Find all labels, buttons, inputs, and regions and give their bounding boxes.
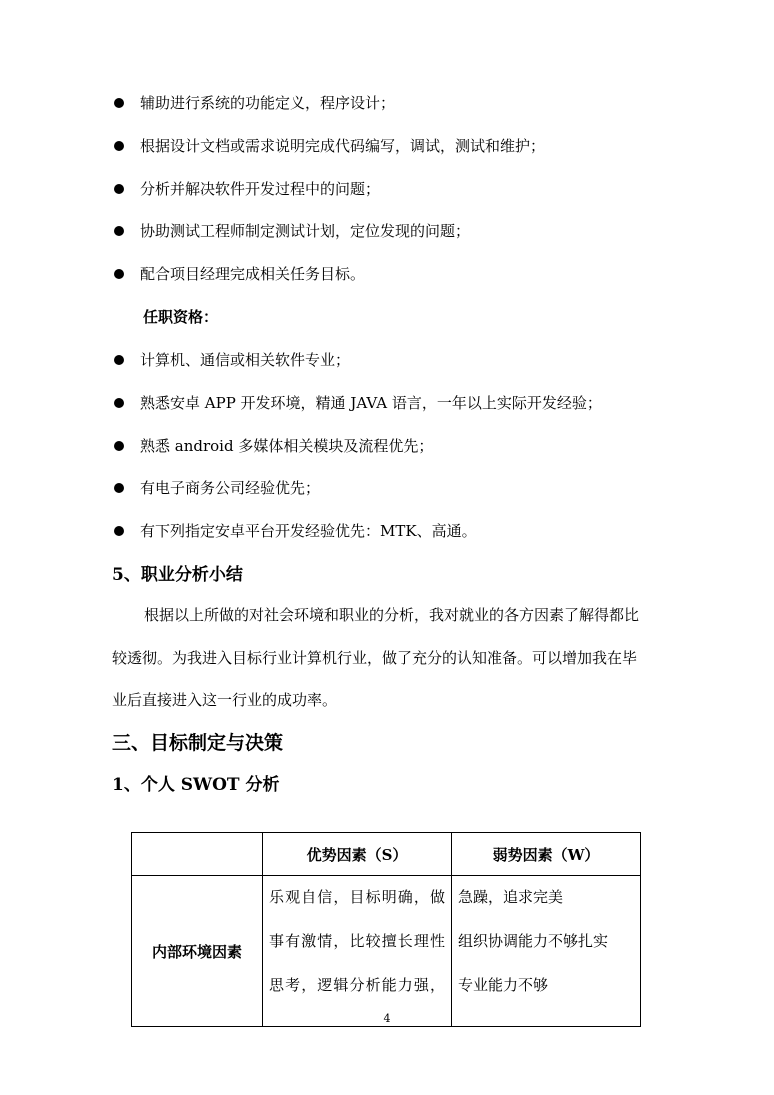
strength-header: 优势因素（S）: [263, 833, 452, 876]
cell-line: 思考，逻辑分析能力强，: [269, 976, 445, 994]
cell-line: 乐观自信，目标明确，做: [269, 888, 445, 906]
internal-factors-label: 内部环境因素: [132, 876, 263, 1027]
bullet-icon: [114, 98, 124, 108]
table-row: [132, 876, 641, 1027]
bullet-icon: [114, 269, 124, 279]
paragraph-line: 较透彻。为我进入目标行业计算机行业，做了充分的认知准备。可以增加我在毕: [112, 649, 638, 667]
cell-line: 组织协调能力不够扎实: [458, 932, 609, 950]
swot-heading: 1、个人 SWOT 分析: [112, 775, 280, 795]
chapter-heading: 三、目标制定与决策: [112, 732, 284, 754]
bullet-icon: [114, 526, 124, 536]
table-corner-cell: [132, 833, 263, 876]
page-number: 4: [383, 1012, 391, 1025]
cell-line: 专业能力不够: [458, 976, 549, 994]
bullet-icon: [114, 355, 124, 365]
strength-cell: [263, 876, 452, 1027]
section-heading: 5、职业分析小结: [112, 565, 243, 585]
table-row: [132, 833, 641, 876]
paragraph-line: 根据以上所做的对社会环境和职业的分析，我对就业的各方因素了解得都比: [144, 606, 640, 624]
paragraph-line: 业后直接进入这一行业的成功率。: [112, 691, 338, 709]
cell-line: 事有激情，比较擅长理性: [269, 932, 445, 950]
bullet-icon: [114, 226, 124, 236]
swot-table: [131, 832, 641, 1027]
weakness-header: 弱势因素（W）: [452, 833, 641, 876]
bullet-icon: [114, 483, 124, 493]
qualifications-heading: 任职资格：: [143, 308, 219, 326]
weakness-cell: [452, 876, 641, 1027]
bullet-icon: [114, 441, 124, 451]
cell-line: 急躁，追求完美: [458, 888, 564, 906]
bullet-icon: [114, 184, 124, 194]
bullet-icon: [114, 141, 124, 151]
bullet-icon: [114, 398, 124, 408]
document-page: 辅助进行系统的功能定义，程序设计； 根据设计文档或需求说明完成代码编写，调试，测试和维护； 分析并解决软件开发过程中的问题； 协助测试工程师制定测试计划，定位发现的问题； 配合项目经理完成相关任务目标。 任职资格： 计算机、通信或相关软件专业； 熟悉安卓 APP 开发环境，精通 JAVA 语言，一年以上实际开发经验； 熟悉 android 多媒体相关模块及流程优先； 有电子商务公司经验优先； 有下列指定安卓平台开发经验优先：MTK、高通。 5、职业分析小结 根据以上所做的对社会环境和职业的分析，我对就业的各方因素了解得都比 较透彻。为我进入目标行业计算机行业，做了充分的认知准备。可以增加我在毕 业后直接进入这一行业的成功率。 三、目标制定与决策 1、个人 SWOT 分析 优势因素（S） 弱势因素（W） 内部环境因素 乐观自信，目标明确，做 事有激情，比较擅长理性 思考，逻辑分析能力强， 急躁，追求完美 组织协调能力不够扎实 专业能力不够 4: [0, 0, 774, 1095]
